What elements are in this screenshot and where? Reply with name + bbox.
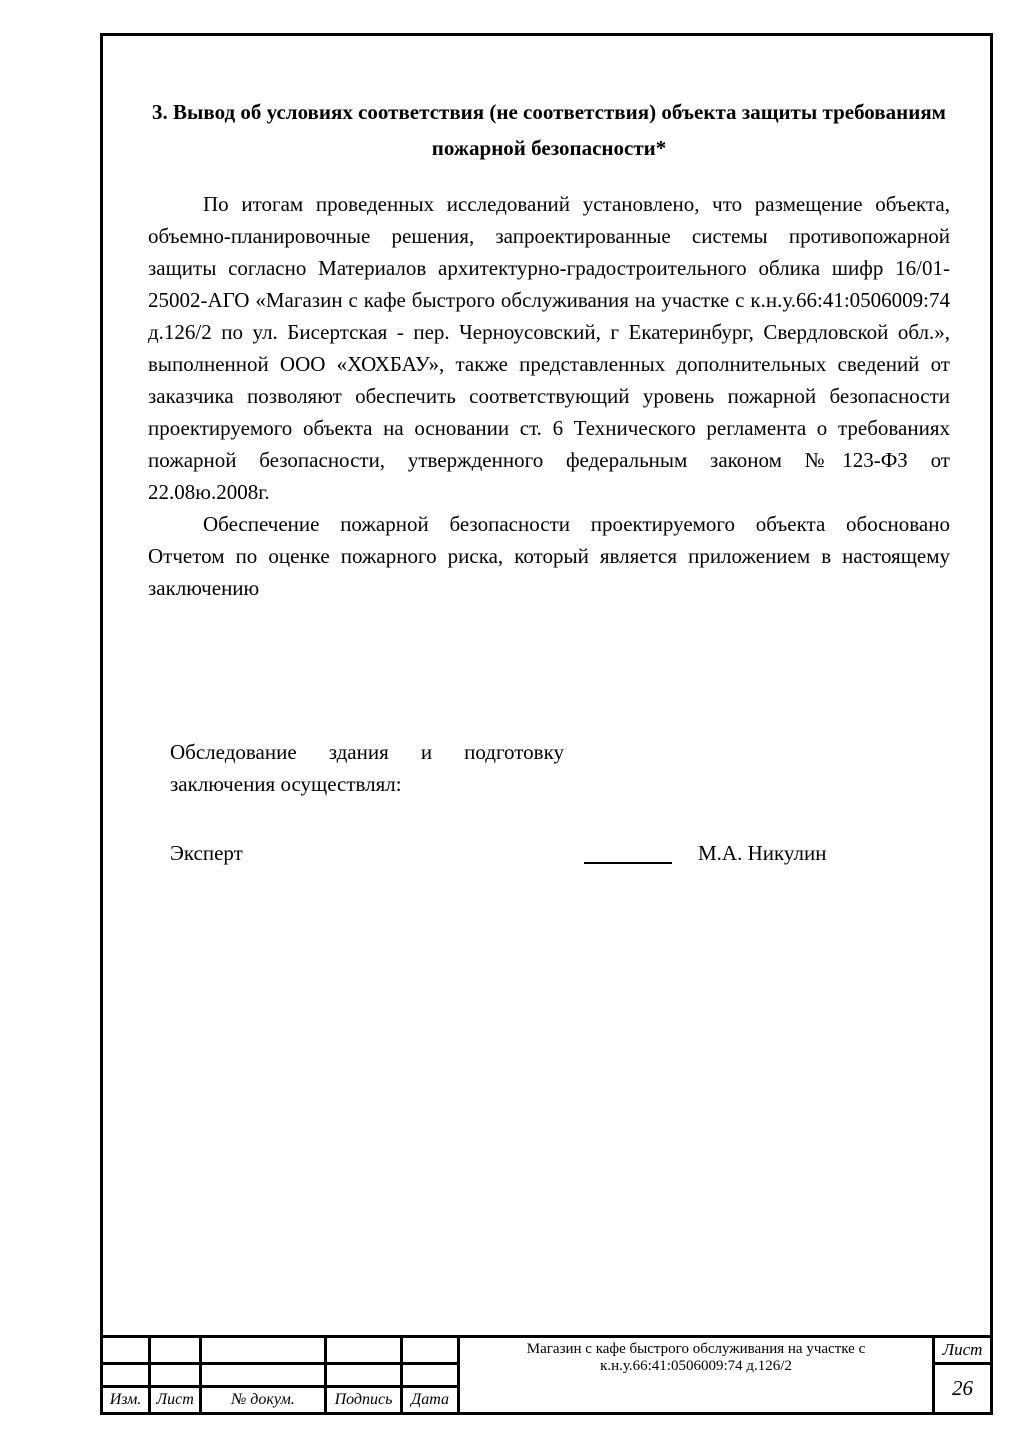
stamp-sheet-label: Лист: [934, 1337, 992, 1364]
stamp-col-podpis: Подпись: [326, 1387, 402, 1414]
surveyor-note: Обследование здания и подготовку заключения осуществлял:: [170, 740, 564, 796]
stamp-empty-cell: [402, 1337, 459, 1364]
title-block-stamp: [100, 1335, 993, 1415]
stamp-table: [100, 1335, 993, 1415]
stamp-col-data: Дата: [402, 1387, 459, 1414]
signature-line: [584, 840, 672, 864]
stamp-empty-cell: [102, 1364, 150, 1387]
stamp-empty-cell: [201, 1364, 326, 1387]
stamp-col-docnum: № докум.: [201, 1387, 326, 1414]
stamp-col-list: Лист: [150, 1387, 201, 1414]
stamp-empty-cell: [150, 1364, 201, 1387]
paragraph-conclusion: По итогам проведенных исследований установлено, что размещение объекта, объемно-планировочные решения, запроектированные системы противопожарной защиты согласно Материалов архитектурно-градостроительного облика шифр 16/01-25002-АГО «Магазин с кафе быстрого обслуживания на участке с к.н.у.66:41:0506009:74 д.126/2 по ул. Бисертская - пер. Черноусовский, г Екатеринбург, Свердловской обл.», выполненной ООО «ХОХБАУ», также представленных дополнительных сведений от заказчика позволяют обеспечить соответствующий уровень пожарной безопасности проектируемого объекта на основании ст. 6 Технического регламента о требованиях пожарной безопасности, утвержденного федеральным законом №123-ФЗ от 22.08ю.2008г.: [148, 192, 950, 504]
section-heading: 3. Вывод об условиях соответствия (не соответствия) объекта защиты требованиям пожарной безопасности*: [152, 100, 946, 160]
paragraph-risk-report: Обеспечение пожарной безопасности проектируемого объекта обосновано Отчетом по оценке пожарного риска, который является приложением в настоящему заключению: [148, 512, 950, 600]
stamp-empty-cell: [102, 1337, 150, 1364]
expert-name: М.А. Никулин: [698, 841, 827, 865]
stamp-sheet-number: 26: [934, 1364, 992, 1414]
stamp-doc-title: Магазин с кафе быстрого обслуживания на участке с к.н.у.66:41:0506009:74 д.126/2: [459, 1337, 934, 1414]
expert-role-label: Эксперт: [170, 841, 243, 865]
stamp-empty-cell: [201, 1337, 326, 1364]
stamp-empty-cell: [326, 1337, 402, 1364]
stamp-empty-cell: [402, 1364, 459, 1387]
stamp-col-izm: Изм.: [102, 1387, 150, 1414]
body-text: [148, 188, 950, 604]
stamp-empty-cell: [326, 1364, 402, 1387]
stamp-empty-cell: [150, 1337, 201, 1364]
